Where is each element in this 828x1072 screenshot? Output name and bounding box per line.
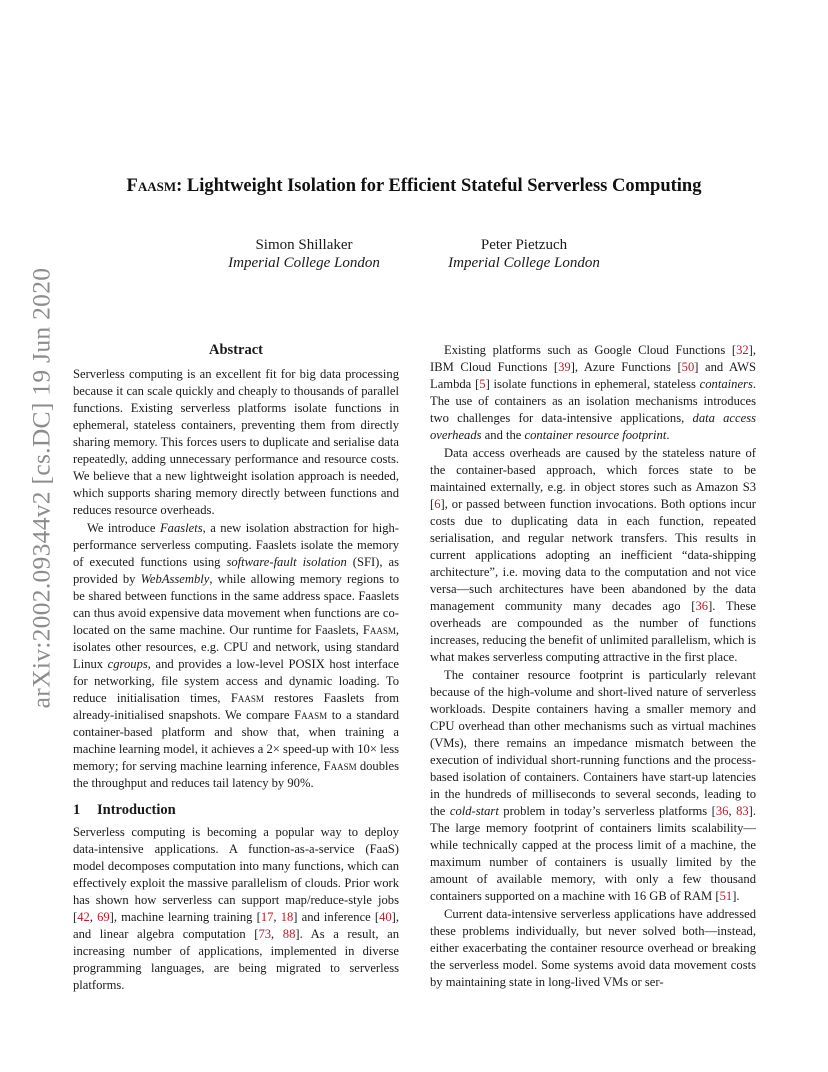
system-name: Faasm	[294, 708, 328, 722]
right-column	[430, 342, 756, 991]
text-run: ,	[728, 804, 737, 818]
emphasis: software-fault isolation	[226, 555, 347, 569]
text-run: ], and linear algebra computation [	[73, 910, 400, 941]
citation-link[interactable]: 51	[719, 889, 733, 903]
abstract-paragraph-2	[73, 520, 399, 792]
text-run: Data access overheads are caused by the stateless nature of the container-based approach, which forces state to be maintained externally, e.g. in object stores such as Amazon S3 [	[430, 446, 756, 511]
citation-link[interactable]: 83	[736, 804, 749, 818]
left-column	[73, 340, 399, 994]
abstract-heading: Abstract	[209, 342, 263, 358]
text-run: ]. The large memory footprint of containers limits scalability—while technically capped at the process limit of a machine, the maximum number of containers is usually limited by the amount of available memory, with only a few thousand containers supported on a machine with 16 GB of RAM [	[430, 804, 756, 903]
emphasis: cold-start	[449, 804, 499, 818]
paper-title	[0, 176, 828, 197]
text-run: problem in today’s serverless platforms [	[498, 804, 716, 818]
text-run: The container resource footprint is particularly relevant because of the high-volume and short-lived nature of serverless workloads. Despite containers having a smaller memory and CPU overhead than other mechanisms such as virtual machines (VMs), there remains an impedance mismatch between the execution of individual short-running functions and the process-based isolation of containers. Containers have start-up latencies in the hundreds of milliseconds to several seconds, leading to the	[430, 668, 756, 818]
body-paragraph-data-access	[430, 445, 756, 666]
text-run: (SFI), as provided by	[73, 555, 399, 586]
text-run: , and provides a low-level POSIX host interface for networking, file system access and dynamic loading. To reduce initialisation times,	[73, 657, 399, 705]
author-affiliation: Imperial College London	[448, 255, 600, 271]
author-block-1	[204, 236, 404, 272]
text-run: doubles the throughput and reduces tail latency by 90%.	[73, 759, 399, 790]
emphasis: containers	[699, 377, 753, 391]
text-run: ,	[271, 927, 283, 941]
text-run: ].	[732, 889, 740, 903]
citation-link[interactable]: 18	[280, 910, 294, 924]
citation-link[interactable]: 36	[715, 804, 729, 818]
text-run: ]. These overheads are compounded as the number of functions increases, reducing the benefit of unlimited parallelism, which is what makes serverless computing attractive in the first place.	[430, 599, 756, 664]
author-block-2	[424, 236, 624, 272]
author-name: Peter Pietzuch	[480, 237, 568, 253]
text-run: ] and inference [	[293, 910, 380, 924]
emphasis: container resource footprint	[524, 428, 667, 442]
text-run: .	[666, 428, 670, 442]
text-run: to a standard container-based platform and show that, when training a machine learning model, it achieves a 2× speed-up with 10× less memory; for serving machine learning inference,	[73, 708, 399, 773]
author-name: Simon Shillaker	[255, 237, 353, 253]
body-paragraph-platforms	[430, 342, 756, 444]
text-run: ]. As a result, an increasing number of applications, implemented in diverse programming languages, are being migrated to serverless platforms.	[73, 927, 400, 992]
section-heading-introduction	[73, 800, 399, 820]
abstract-paragraph-1: Serverless computing is an excellent fit for big data processing because it can scale quickly and cheaply to thousands of parallel functions. Existing serverless platforms isolate functions in ephemeral, stateless containers, preventing them from directly sharing memory. This forces users to duplicate and serialise data repeatedly, adding unnecessary performance and resource costs. We believe that a new lightweight isolation approach is needed, which supports sharing memory directly between functions and reduces resource overheads.	[73, 367, 399, 517]
text-run: ], Azure Functions [	[570, 360, 682, 374]
text-run: ], IBM Cloud Functions [	[430, 343, 756, 374]
section-title: Introduction	[97, 802, 176, 818]
citation-link[interactable]: 39	[558, 360, 571, 374]
text-run: , while allowing memory regions to be shared between functions in the same address space. Faaslets can thus avoid expensive data movement when functions are co-located on the same machine. Our runtime for Faaslets,	[73, 572, 399, 637]
citation-link[interactable]: 5	[479, 377, 486, 391]
text-run: restores Faaslets from already-initialised snapshots. We compare	[73, 691, 399, 722]
text-run: ,	[273, 910, 281, 924]
arxiv-id-text: arXiv:2002.09344v2 [cs.DC] 19 Jun 2020	[26, 267, 55, 709]
text-run: ] and AWS Lambda [	[430, 360, 756, 391]
text-run: ,	[89, 910, 98, 924]
citation-link[interactable]: 40	[379, 910, 392, 924]
text-run: We introduce	[87, 521, 160, 535]
arxiv-identifier-stamp	[20, 267, 62, 709]
text-run: and the	[481, 428, 525, 442]
system-name: Faasm	[230, 691, 264, 705]
citation-link[interactable]: 69	[97, 910, 110, 924]
emphasis: data access overheads	[430, 411, 757, 442]
citation-link[interactable]: 50	[681, 360, 695, 374]
citation-link[interactable]: 36	[695, 599, 709, 613]
text-run: Serverless computing is becoming a popular way to deploy data-intensive applications. A function-as-a-service (FaaS) model decomposes computation into many functions, which can effectively exploit the massive parallelism of clouds. Prior work has shown how serverless can support map/reduce-style jobs [	[73, 825, 399, 924]
section-number: 1	[73, 802, 81, 818]
text-run: . The use of containers as an isolation mechanisms introduces two challenges for data-intensive applications,	[430, 377, 756, 425]
intro-paragraph-1	[73, 824, 399, 994]
body-paragraph-resource-footprint	[430, 667, 756, 905]
title-system-name: Faasm	[126, 176, 177, 196]
system-name: Faasm	[362, 623, 396, 637]
text-run: ], machine learning training [	[109, 910, 261, 924]
citation-link[interactable]: 32	[736, 343, 749, 357]
citation-link[interactable]: 42	[77, 910, 90, 924]
text-run: ], or passed between function invocations. Both options incur costs due to duplicating data in each function, repeated serialisation, and regular network transfers. This results in current applications adopting an inefficient “data-shipping architecture”, i.e. moving data to the computation and not vice versa—such architectures have been abandoned by the data management community many decades ago [	[430, 497, 756, 613]
body-paragraph-current-apps: Current data-intensive serverless applications have addressed these problems individually, but never solved both—instead, either exacerbating the container resource overhead or breaking the serverless model. Some systems avoid data movement costs by maintaining state in long-lived VMs or ser-	[430, 907, 756, 989]
text-run: Existing platforms such as Google Cloud Functions [	[444, 343, 737, 357]
citation-link[interactable]: 6	[434, 497, 441, 511]
author-affiliation: Imperial College London	[228, 255, 380, 271]
system-name: Faasm	[323, 759, 357, 773]
citation-link[interactable]: 88	[282, 927, 296, 941]
emphasis: Faaslets	[159, 521, 203, 535]
text-run: , a new isolation abstraction for high-performance serverless computing. Faaslets isolate the memory of executed functions using	[73, 521, 399, 569]
title-text: : Lightweight Isolation for Efficient Stateful Serverless Computing	[176, 176, 702, 196]
citation-link[interactable]: 73	[258, 927, 272, 941]
citation-link[interactable]: 17	[260, 910, 274, 924]
emphasis: cgroups	[107, 657, 148, 671]
emphasis: WebAssembly	[140, 572, 210, 586]
text-run: ] isolate functions in ephemeral, stateless	[485, 377, 700, 391]
text-run: , isolates other resources, e.g. CPU and network, using standard Linux	[73, 623, 399, 671]
